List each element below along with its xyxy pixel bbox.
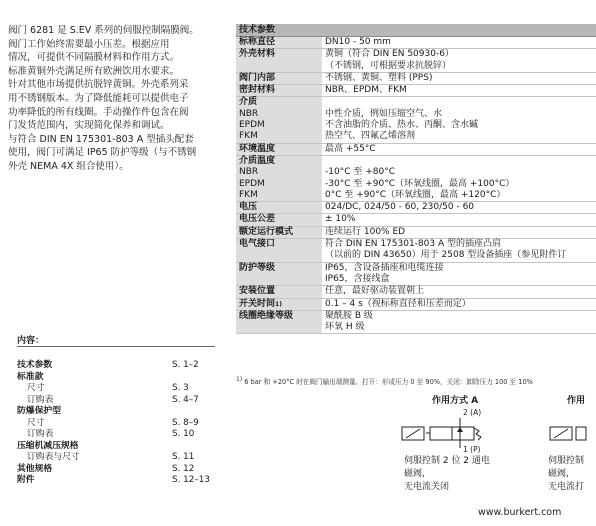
valve-position-b xyxy=(576,427,586,440)
toc-entry-label: 尺寸 xyxy=(27,417,45,428)
spec-label xyxy=(236,155,322,201)
toc-entry-label: 订购表 xyxy=(27,429,54,439)
mode-a-desc-line: 伺服控制 2 位 2 通电 xyxy=(404,456,490,466)
spec-value-line: 024/DC, 024/50 - 60, 230/50 - 60 xyxy=(325,202,475,213)
spec-label xyxy=(236,214,322,226)
port-in-label: 1 (P) xyxy=(463,445,481,454)
spec-value-line: 中性介质，例如压缩空气、水 xyxy=(325,108,443,119)
spec-label xyxy=(236,37,322,49)
spec-value xyxy=(322,239,596,263)
spec-value-line: 热空气、四氟乙烯溶剂 xyxy=(325,131,416,142)
tech-spec-table xyxy=(236,24,596,334)
spec-value-line: IP65，含设备插座和电缆连接 xyxy=(325,262,444,273)
toc-list xyxy=(17,360,217,487)
spec-value xyxy=(322,226,596,238)
spec-value-spacer xyxy=(325,156,593,167)
intro-line: 情况，可提供不同隔膜材料和作用方式。 xyxy=(8,52,180,64)
spec-value-line: ± 10% xyxy=(325,214,356,225)
flow-arrow xyxy=(457,427,463,432)
spec-value xyxy=(322,286,596,298)
spec-value-line: 不锈钢、黄铜、塑料 (PPS) xyxy=(325,72,433,83)
spec-label xyxy=(236,286,322,298)
toc-entry-label: 标准款 xyxy=(17,371,44,382)
spec-value xyxy=(322,298,596,310)
spec-row xyxy=(236,85,596,97)
intro-line: 使用，阀门可满足 IP65 防护等级（与不锈钢 xyxy=(8,147,197,159)
spec-table-title: 技术参数 xyxy=(236,24,596,37)
spec-label-text: 开关时间 xyxy=(239,298,276,309)
toc-entry[interactable] xyxy=(17,429,217,441)
mode-a-title: 作用方式 A xyxy=(432,396,479,406)
spec-row xyxy=(236,226,596,238)
toc-entry-page: S. 12–13 xyxy=(172,475,210,485)
spec-label xyxy=(236,262,322,286)
spec-row xyxy=(236,286,596,298)
spec-value-line: 聚酰胺 B 级 xyxy=(325,310,373,321)
mode-b-description xyxy=(548,455,588,495)
footnote xyxy=(236,376,596,386)
mode-a-desc-line: 无电流关闭 xyxy=(404,482,450,493)
intro-line: 功率降低的所有线圈。手动操作件包含在阀 xyxy=(8,106,189,118)
mode-a-description xyxy=(404,455,514,495)
intro-line: 阀门 6281 是 S.EV 系列的伺服控制隔膜阀。 xyxy=(8,25,199,36)
toc-entry[interactable] xyxy=(17,464,217,476)
intro-line: 与符合 DIN EN 175301-803 A 型插头配套 xyxy=(8,133,194,145)
spec-row xyxy=(236,143,596,155)
spec-label xyxy=(236,202,322,214)
toc-divider xyxy=(17,346,215,347)
spec-sublabel: EPDM xyxy=(239,120,265,131)
intro-line: 用不锈钢版本。为了降低能耗可以提供电子 xyxy=(8,92,189,104)
spec-value xyxy=(322,155,596,201)
spec-value-line: 环氧 H 级 xyxy=(325,322,365,333)
spec-value xyxy=(322,143,596,155)
spec-label-text: 标称直径 xyxy=(239,37,276,47)
spec-label xyxy=(236,143,322,155)
spec-label-text: 电压 xyxy=(239,202,258,213)
spec-row xyxy=(236,49,596,73)
toc-title: 内容： xyxy=(17,336,45,346)
mode-b-desc-line: 无电流打 xyxy=(548,482,585,493)
spec-sublabel: NBR xyxy=(239,167,259,178)
spec-row xyxy=(236,37,596,49)
spec-row xyxy=(236,262,596,286)
port-out-label: 2 (A) xyxy=(463,408,482,417)
toc-entry[interactable] xyxy=(17,441,217,453)
valve-symbol-b xyxy=(548,405,583,453)
toc-entry-label: 其他规格 xyxy=(17,463,53,474)
toc-entry[interactable] xyxy=(17,406,217,418)
spec-value-line: NBR、EPDM、FKM xyxy=(325,85,407,96)
spec-value xyxy=(322,85,596,97)
toc-entry-label: 尺寸 xyxy=(27,383,45,393)
toc-entry-page: S. 12 xyxy=(172,463,195,474)
spec-value-line: 任意，最好驱动装置朝上 xyxy=(325,286,425,297)
spec-label xyxy=(236,97,322,143)
spec-label-text: 额定运行模式 xyxy=(239,226,294,237)
spec-label xyxy=(236,85,322,97)
spec-value-line: DN10 - 50 mm xyxy=(325,37,391,47)
solenoid-slash xyxy=(406,429,420,438)
spec-value-line: 连续运行 100% ED xyxy=(325,226,406,237)
toc-entry[interactable] xyxy=(17,452,217,464)
toc-entry[interactable] xyxy=(17,475,217,487)
toc-entry-page: S. 4–7 xyxy=(172,394,199,405)
toc-entry-label: 压缩机减压规格 xyxy=(17,440,79,451)
spec-row xyxy=(236,214,596,226)
spec-value-line: （以前的 DIN 43650）用于 2508 型设备插座（参见附件订 xyxy=(325,250,567,261)
spec-label xyxy=(236,310,322,334)
toc-entry[interactable] xyxy=(17,372,217,384)
toc-entry-label: 防爆保护型 xyxy=(17,406,61,416)
spec-value-line: 最高 +55°C xyxy=(325,143,376,154)
spec-value xyxy=(322,202,596,214)
spec-row xyxy=(236,202,596,214)
toc-entry[interactable] xyxy=(17,418,217,430)
spec-sublabel: NBR xyxy=(239,108,259,119)
spec-table-header xyxy=(236,24,596,37)
spec-value-line: （不锈钢，可根据要求抗脱锌） xyxy=(325,60,452,71)
spec-label-text: 环境温度 xyxy=(239,143,276,154)
toc-entry-label: 订购表 xyxy=(27,394,54,405)
spec-value-line: 符合 DIN EN 175301-803 A 型的插座凸肩 xyxy=(325,239,501,250)
intro-text xyxy=(8,24,216,174)
solenoid-slash-b xyxy=(554,429,568,438)
spec-row xyxy=(236,72,596,84)
valve-symbol-a xyxy=(400,405,500,453)
spec-label-text: 电压公差 xyxy=(239,214,276,225)
footnote-text: 6 bar 和 +20°C 时在阀门输出端测量。打开：形成压力 0 至 90%，关闭：卸除压力 100 至 10% xyxy=(244,378,533,386)
spec-value-spacer xyxy=(325,97,593,108)
spec-sublabel: EPDM xyxy=(239,178,265,189)
toc-entry-label: 订购表与尺寸 xyxy=(27,452,80,462)
spec-label-text: 防护等级 xyxy=(239,262,276,273)
spec-value-line: 0.1 – 4 s（视标称直径和压差而定） xyxy=(325,298,471,309)
spec-label xyxy=(236,239,322,263)
spec-sublabel: FKM xyxy=(239,189,258,200)
valve-position-2 xyxy=(452,427,474,440)
spec-value xyxy=(322,72,596,84)
spec-value-line: -30°C 至 +90°C（环氧线圈，最高 +100°C） xyxy=(325,178,515,189)
spec-label xyxy=(236,72,322,84)
spec-value-line: IP65，含接线盒 xyxy=(325,273,390,284)
toc-entry[interactable] xyxy=(17,360,217,372)
toc-entry-page: S. 8–9 xyxy=(172,417,199,428)
mode-b-desc-line: 磁阀， xyxy=(548,469,576,480)
toc-entry-label: 技术参数 xyxy=(17,360,53,370)
spec-value xyxy=(322,49,596,73)
spec-value xyxy=(322,214,596,226)
spec-label-text: 线圈绝缘等级 xyxy=(239,310,294,321)
spec-row xyxy=(236,97,596,143)
footnote-mark: 1) xyxy=(236,376,243,383)
spec-value-line: 0°C 至 +90°C（环氧线圈，最高 +120°C） xyxy=(325,189,506,200)
toc-entry[interactable] xyxy=(17,395,217,407)
spec-value-line: 不含油脂的介质、热水、丙酮、含水碱 xyxy=(325,120,479,131)
spec-value xyxy=(322,37,596,49)
spec-label-text: 介质温度 xyxy=(239,155,276,166)
spec-label-text: 介质 xyxy=(239,97,258,108)
spec-label-text: 密封材料 xyxy=(239,85,276,96)
return-spring xyxy=(474,428,481,440)
spec-label-text: 阀门内部 xyxy=(239,72,276,83)
spec-value-line: 黄铜（符合 DIN EN 50930-6） xyxy=(325,49,454,60)
footnote-ref: 1) xyxy=(275,300,282,308)
spec-value xyxy=(322,97,596,143)
toc-entry-page: S. 10 xyxy=(172,429,195,439)
intro-line: 针对其他市场提供抗脱锌黄铜。外壳系列采 xyxy=(8,79,189,91)
spec-sublabel: FKM xyxy=(239,131,258,142)
spec-row xyxy=(236,155,596,201)
intro-line: 阀门工作始终需要最小压差。根据应用 xyxy=(8,38,170,50)
toc-entry-label: 附件 xyxy=(17,475,35,485)
spec-label-text: 电气接口 xyxy=(239,239,276,250)
spec-row xyxy=(236,298,596,310)
intro-line: 门发货范围内，实现简化保养和调试。 xyxy=(8,120,170,132)
spec-label-text: 外壳材料 xyxy=(239,49,276,60)
spec-row xyxy=(236,239,596,263)
toc-entry-page: S. 1–2 xyxy=(172,360,199,370)
toc-entry-page: S. 3 xyxy=(172,383,189,393)
intro-line: 标准黄铜外壳满足所有欧洲饮用水要求。 xyxy=(8,65,180,77)
mode-a-desc-line: 磁阀， xyxy=(404,469,432,480)
spec-label xyxy=(236,226,322,238)
valve-position-1 xyxy=(430,427,452,440)
toc-entry[interactable] xyxy=(17,383,217,395)
spec-value xyxy=(322,310,596,334)
spec-value xyxy=(322,262,596,286)
intro-line: 外壳 NEMA 4X 组合使用）。 xyxy=(8,160,129,172)
mode-b-title: 作用 xyxy=(567,396,586,406)
mode-b-desc-line: 伺服控制 xyxy=(548,456,585,466)
spec-value-line: -10°C 至 +80°C xyxy=(325,167,395,178)
website-url[interactable]: www.burkert.com xyxy=(478,507,562,518)
spec-label-text: 安装位置 xyxy=(239,286,276,297)
spec-label xyxy=(236,49,322,73)
spec-row xyxy=(236,310,596,334)
spec-label xyxy=(236,298,322,310)
toc-entry-page: S. 11 xyxy=(172,452,195,462)
